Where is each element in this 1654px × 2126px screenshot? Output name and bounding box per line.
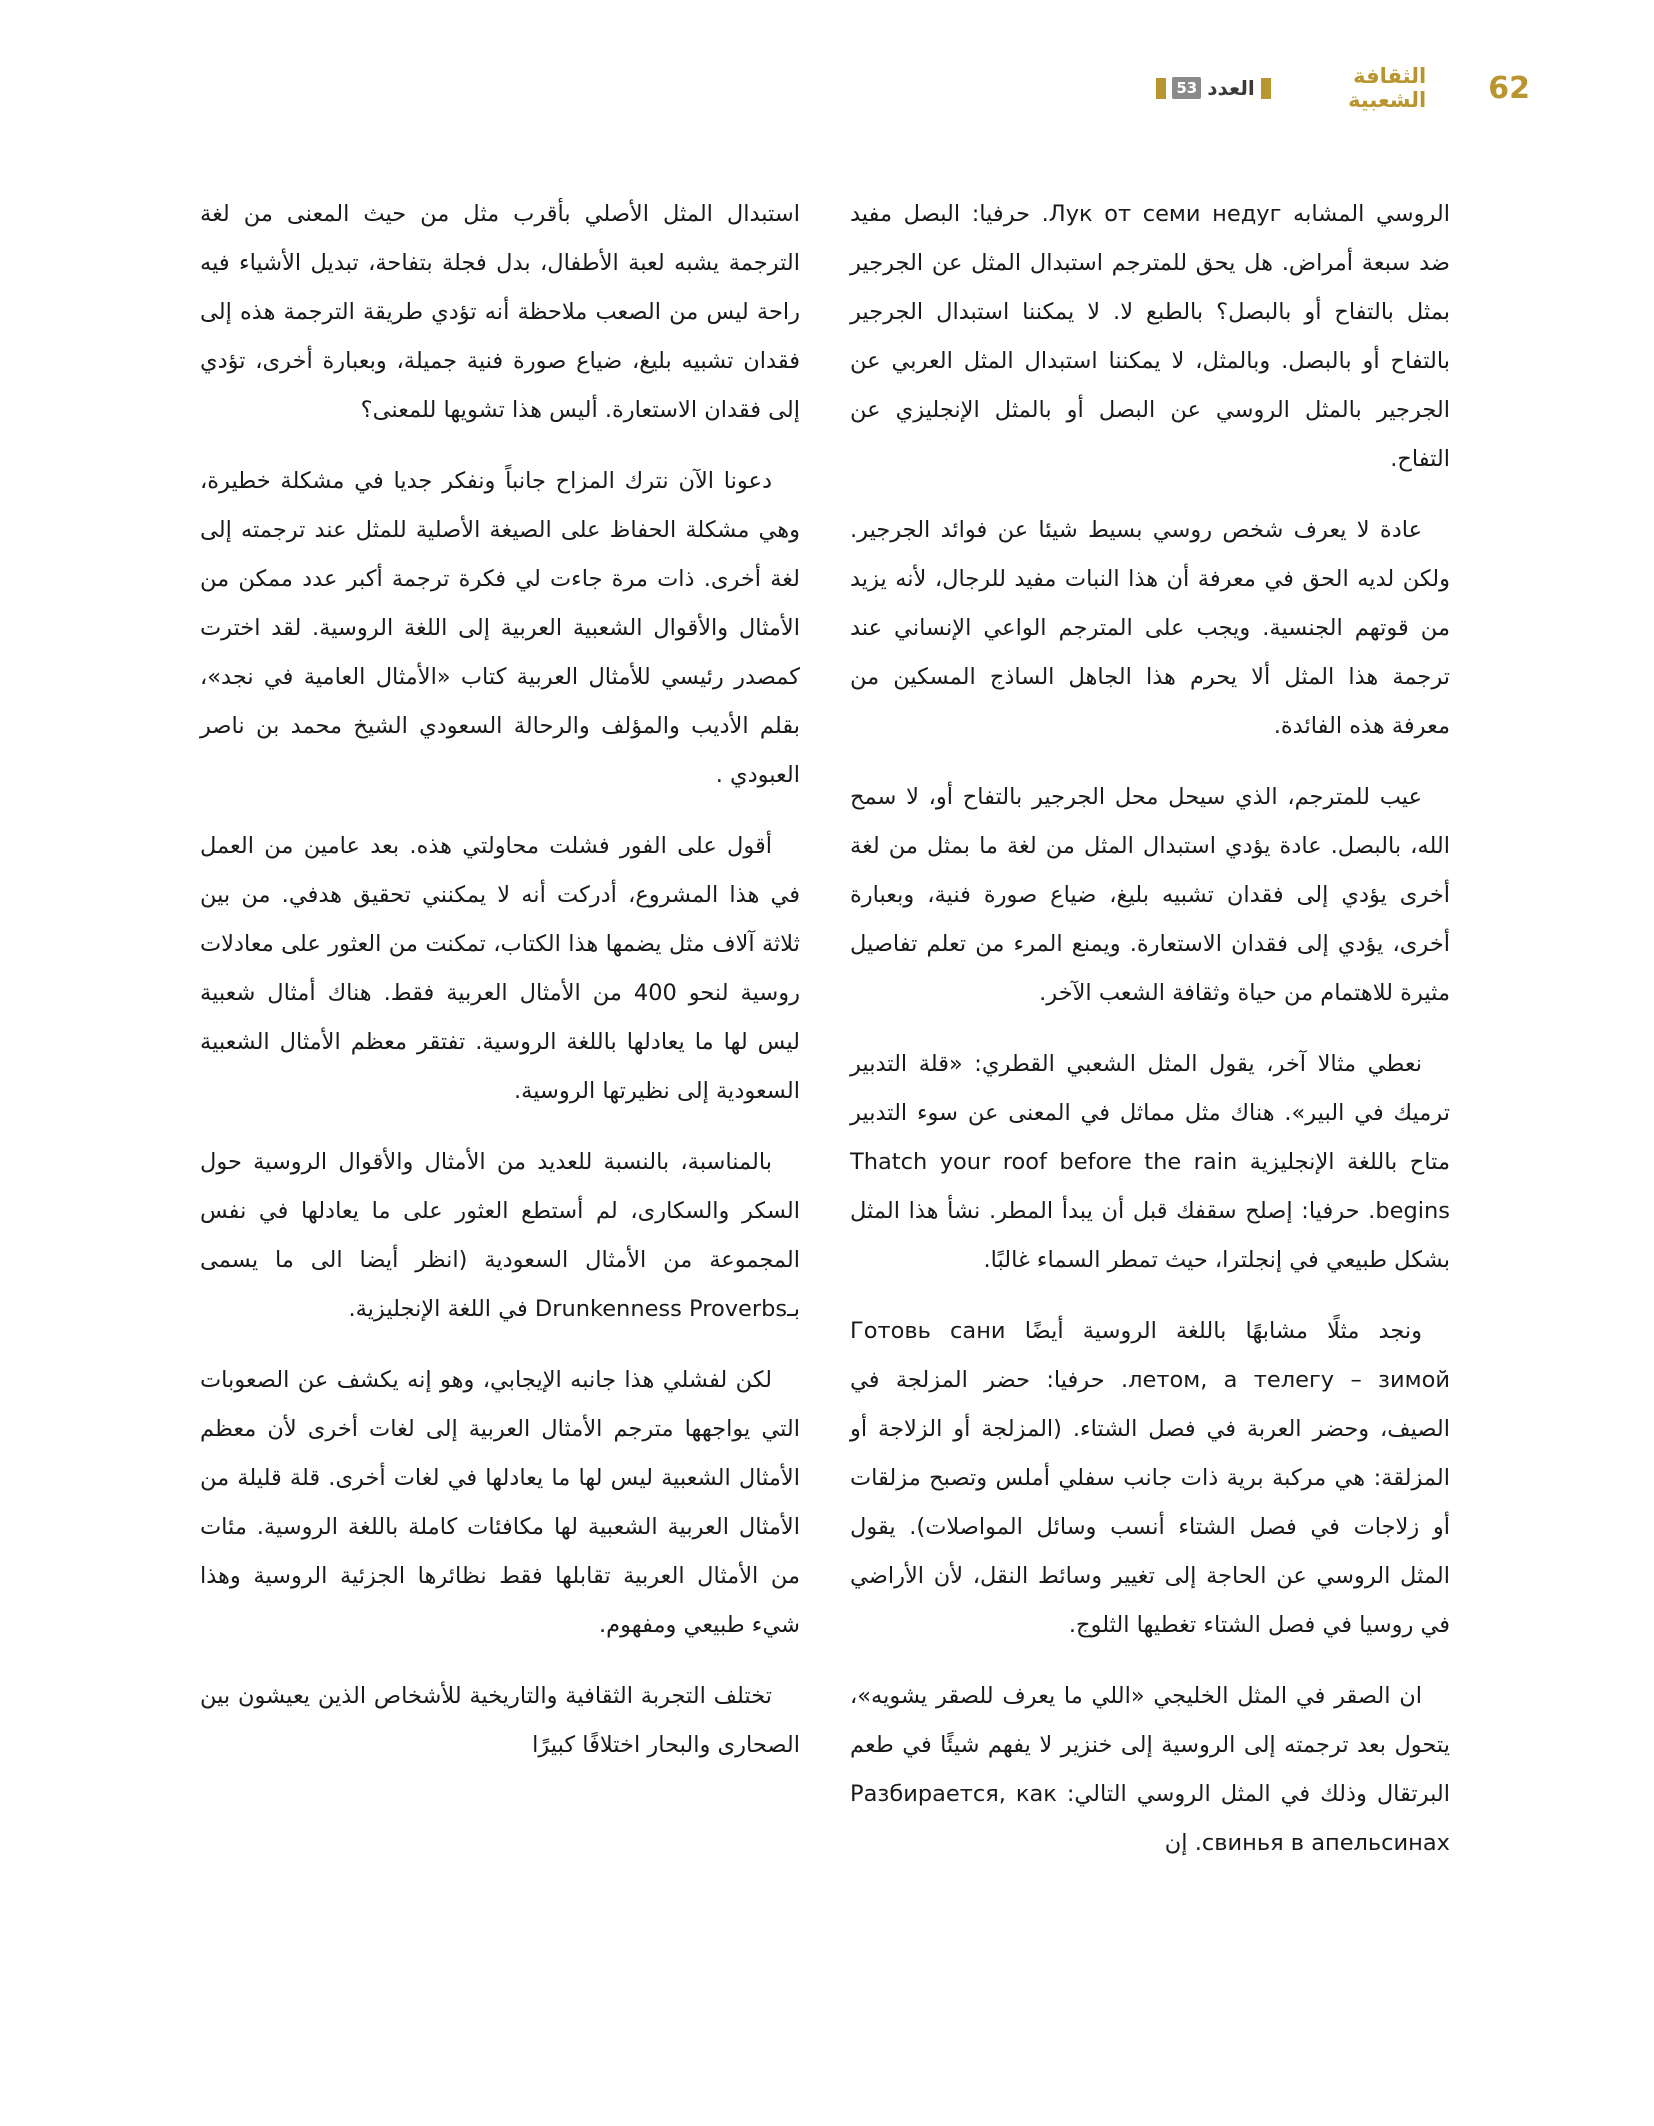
header-square-icon xyxy=(1156,78,1166,99)
paragraph: نعطي مثالا آخر، يقول المثل الشعبي القطري: «قلة التدبير ترميك في البير». هناك مثل مماثل في المعنى عن سوء التدبير متاح باللغة الإنجليزية Thatch your roof before the rain begins. حرفيا: إصلح سقفك قبل أن يبدأ المطر. نشأ هذا المثل بشكل طبيعي في إنجلترا، حيث تمطر السماء غالبًا. xyxy=(850,1051,1450,1273)
issue-label: العدد xyxy=(1207,76,1255,100)
issue-number: 53 xyxy=(1172,77,1201,99)
paragraph: عيب للمترجم، الذي سيحل محل الجرجير بالتفاح أو، لا سمح الله، بالبصل. عادة يؤدي استبدال المثل من لغة ما بمثل من لغة أخرى يؤدي إلى فقدان تشبيه بليغ، ضياع صورة فنية، وبعبارة أخرى، يؤدي إلى فقدان الاستعارة. ويمنع المرء من تعلم تفاصيل مثيرة للاهتمام من حياة وثقافة الشعب الآخر. xyxy=(850,784,1450,1006)
paragraph: لكن لفشلي هذا جانبه الإيجابي، وهو إنه يكشف عن الصعوبات التي يواجهها مترجم الأمثال العربية إلى لغات أخرى لأن معظم الأمثال الشعبية ليس لها ما يعادلها في لغات أخرى. قلة قليلة من الأمثال العربية الشعبية لها مكافئات كاملة باللغة الروسية. مئات من الأمثال العربية تقابلها فقط نظائرها الجزئية الروسية وهذا شيء طبيعي ومفهوم. xyxy=(200,1367,800,1638)
page-number: 62 xyxy=(1488,70,1530,106)
paragraph: ان الصقر في المثل الخليجي «اللي ما يعرف للصقر يشويه»، يتحول بعد ترجمته إلى الروسية إلى خنزير لا يفهم شيئًا في طعم البرتقال وذلك في المثل الروسي التالي: Разбирается, как свинья в апельсинах. إن xyxy=(850,1683,1450,1856)
paragraph: الروسي المشابه Лук от семи недуг. حرفيا: البصل مفيد ضد سبعة أمراض. هل يحق للمترجم استبدال المثل عن الجرجير بمثل بالتفاح أو بالبصل؟ بالطبع لا. لا يمكننا استبدال الجرجير بالتفاح أو بالبصل. وبالمثل، لا يمكننا استبدال المثل العربي عن الجرجير بالمثل الروسي عن البصل أو بالمثل الإنجليزي عن التفاح. xyxy=(850,201,1450,472)
header-square-icon xyxy=(1261,78,1271,99)
paragraph: ونجد مثلًا مشابهًا باللغة الروسية أيضًا Готовь сани летом, а телегу – зимой. حرفيا: حضر المزلجة في الصيف، وحضر العربة في فصل الشتاء. (المزلجة أو الزلاجة أو المزلقة: هي مركبة برية ذات جانب سفلي أملس وتصبح مزلقات أو زلاجات في فصل الشتاء أنسب وسائل المواصلات). يقول المثل الروسي عن الحاجة إلى تغيير وسائط النقل، لأن الأراضي في روسيا في فصل الشتاء تغطيها الثلوج. xyxy=(850,1318,1450,1638)
paragraph: تختلف التجربة الثقافية والتاريخية للأشخاص الذين يعيشون بين الصحارى والبحار اختلافًا كبيرًا xyxy=(200,1683,800,1758)
paragraph: دعونا الآن نترك المزاح جانباً ونفكر جديا في مشكلة خطيرة، وهي مشكلة الحفاظ على الصيغة الأصلية للمثل عند ترجمته إلى لغة أخرى. ذات مرة جاءت لي فكرة ترجمة أكبر عدد ممكن من الأمثال والأقوال الشعبية العربية إلى اللغة الروسية. لقد اخترت كمصدر رئيسي للأمثال العربية كتاب «الأمثال العامية في نجد»، بقلم الأديب والمؤلف والرحالة السعودي الشيخ محمد بن ناصر العبودي . xyxy=(200,468,800,788)
magazine-title: الثقافة الشعبية xyxy=(1348,64,1427,112)
paragraph: عادة لا يعرف شخص روسي بسيط شيئا عن فوائد الجرجير. ولكن لديه الحق في معرفة أن هذا النبات مفيد للرجال، لأنه يزيد من قوتهم الجنسية. ويجب على المترجم الواعي الإنساني عند ترجمة هذا المثل ألا يحرم هذا الجاهل الساذج المسكين من معرفة هذه الفائدة. xyxy=(850,517,1450,739)
paragraph: استبدال المثل الأصلي بأقرب مثل من حيث المعنى من لغة الترجمة يشبه لعبة الأطفال، بدل فجلة بتفاحة، تبديل الأشياء فيه راحة ليس من الصعب ملاحظة أنه تؤدي طريقة الترجمة هذه إلى فقدان تشبيه بليغ، ضياع صورة فنية جميلة، وبعبارة أخرى، تؤدي إلى فقدان الاستعارة. أليس هذا تشويها للمعنى؟ xyxy=(200,201,800,423)
right-column xyxy=(850,190,1450,1890)
page-header xyxy=(1150,64,1530,112)
left-column xyxy=(200,190,800,1792)
paragraph: أقول على الفور فشلت محاولتي هذه. بعد عامين من العمل في هذا المشروع، أدركت أنه لا يمكنني تحقيق هدفي. من بين ثلاثة آلاف مثل يضمها هذا الكتاب، تمكنت من العثور على معادلات روسية لنحو 400 من الأمثال العربية فقط. هناك أمثال شعبية ليس لها ما يعادلها باللغة الروسية. تفتقر معظم الأمثال الشعبية السعودية إلى نظيرتها الروسية. xyxy=(200,833,800,1104)
paragraph: بالمناسبة، بالنسبة للعديد من الأمثال والأقوال الروسية حول السكر والسكارى، لم أستطع العثور على ما يعادلها في نفس المجموعة من الأمثال السعودية (انظر أيضا الى ما يسمى بـDrunkenness Proverbs في اللغة الإنجليزية. xyxy=(200,1149,800,1322)
